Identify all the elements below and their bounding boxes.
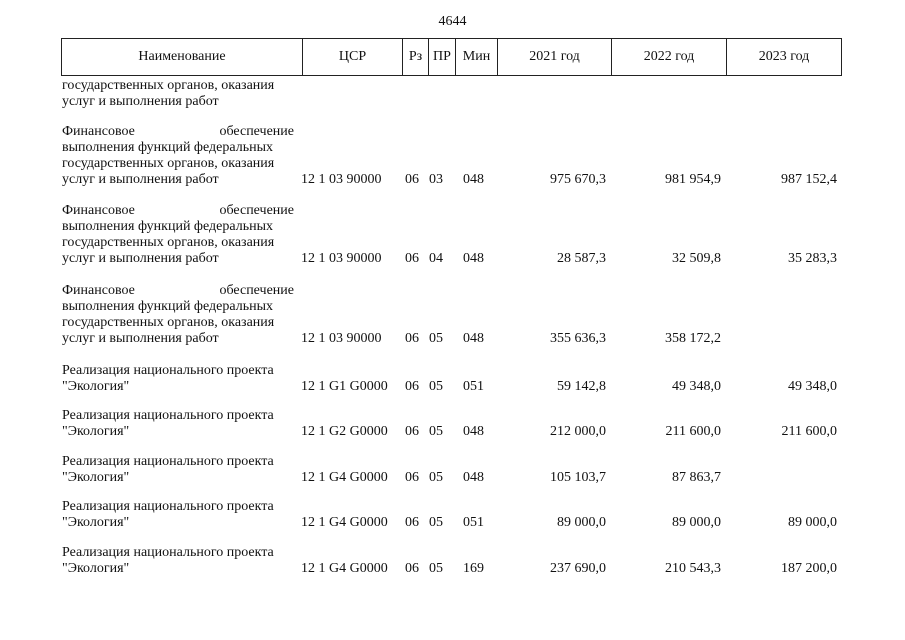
row-value-2021: 355 636,3 [550,331,606,346]
row-pr: 05 [429,379,443,394]
row-name-line: "Экология" [62,470,130,485]
row-value-2022: 49 348,0 [672,379,721,394]
row-min: 051 [463,515,484,530]
row-name [62,454,294,486]
row-value-2023: 187 200,0 [781,561,837,576]
row-csr: 12 1 03 90000 [301,251,382,266]
row-name-line: Реализация национального проекта [62,408,274,423]
row-name [62,283,294,347]
row-value-2021: 237 690,0 [550,561,606,576]
row-pr: 05 [429,561,443,576]
row-value-2021: 105 103,7 [550,470,606,485]
row-name-line: "Экология" [62,561,130,576]
row-min: 051 [463,379,484,394]
row-name-line: Финансовое обеспечение [62,203,294,218]
row-name-line: "Экология" [62,379,130,394]
row-value-2022: 87 863,7 [672,470,721,485]
row-value-2021: 212 000,0 [550,424,606,439]
row-rz: 06 [405,470,419,485]
row-name-line: Реализация национального проекта [62,499,274,514]
row-name-line: государственных органов, оказания [62,315,275,330]
row-name [62,545,294,577]
column-header-rz: Рз [402,39,428,75]
row-value-2021: 975 670,3 [550,172,606,187]
row-value-2023: 987 152,4 [781,172,837,187]
row-value-2023: 89 000,0 [788,515,837,530]
row-rz: 06 [405,331,419,346]
row-csr: 12 1 G1 G0000 [301,379,388,394]
row-rz: 06 [405,172,419,187]
column-header-csr: ЦСР [302,39,402,75]
row-value-2022: 32 509,8 [672,251,721,266]
row-min: 048 [463,172,484,187]
row-name-line: выполнения функций федеральных [62,140,273,155]
row-value-2023: 211 600,0 [781,424,837,439]
row-min: 169 [463,561,484,576]
row-csr: 12 1 G4 G0000 [301,515,388,530]
row-name-line: государственных органов, оказания [62,156,275,171]
row-name [62,408,294,440]
row-name-line: Реализация национального проекта [62,363,274,378]
row-rz: 06 [405,251,419,266]
row-rz: 06 [405,424,419,439]
row-name-line: государственных органов, оказания [62,235,275,250]
row-name-line: государственных органов, оказания [62,78,275,93]
row-pr: 05 [429,470,443,485]
row-name-line: услуг и выполнения работ [62,172,219,187]
row-min: 048 [463,331,484,346]
row-value-2022: 358 172,2 [665,331,721,346]
column-header-2021: 2021 год [497,39,611,75]
row-name-line: "Экология" [62,515,130,530]
row-csr: 12 1 03 90000 [301,331,382,346]
row-min: 048 [463,424,484,439]
row-pr: 04 [429,251,443,266]
row-name-line: Реализация национального проекта [62,454,274,469]
row-rz: 06 [405,561,419,576]
row-name [62,124,294,188]
row-value-2021: 89 000,0 [557,515,606,530]
row-name [62,78,294,110]
row-name [62,363,294,395]
row-csr: 12 1 G4 G0000 [301,561,388,576]
row-value-2021: 28 587,3 [557,251,606,266]
column-header-name: Наименование [138,49,226,64]
column-header-2022: 2022 год [611,39,726,75]
row-name-line: выполнения функций федеральных [62,219,273,234]
row-value-2023: 49 348,0 [788,379,837,394]
row-name-line: услуг и выполнения работ [62,251,219,266]
column-header-2023: 2023 год [726,39,841,75]
row-name-line: услуг и выполнения работ [62,331,219,346]
row-csr: 12 1 G2 G0000 [301,424,388,439]
row-value-2022: 981 954,9 [665,172,721,187]
row-min: 048 [463,251,484,266]
row-csr: 12 1 03 90000 [301,172,382,187]
row-value-2023: 35 283,3 [788,251,837,266]
row-value-2022: 210 543,3 [665,561,721,576]
row-value-2021: 59 142,8 [557,379,606,394]
page-number: 4644 [438,14,467,29]
row-name [62,499,294,531]
row-pr: 03 [429,172,443,187]
row-name-line: "Экология" [62,424,130,439]
row-csr: 12 1 G4 G0000 [301,470,388,485]
row-name-line: Реализация национального проекта [62,545,274,560]
column-header-min: Мин [455,39,497,75]
row-name-line: выполнения функций федеральных [62,299,273,314]
row-name-line: Финансовое обеспечение [62,124,294,139]
row-name [62,203,294,267]
row-value-2022: 89 000,0 [672,515,721,530]
row-name-line: услуг и выполнения работ [62,94,219,109]
row-min: 048 [463,470,484,485]
row-rz: 06 [405,379,419,394]
row-pr: 05 [429,331,443,346]
row-name-line: Финансовое обеспечение [62,283,294,298]
row-pr: 05 [429,424,443,439]
row-value-2022: 211 600,0 [665,424,721,439]
row-pr: 05 [429,515,443,530]
row-rz: 06 [405,515,419,530]
column-header-pr: ПР [428,39,455,75]
